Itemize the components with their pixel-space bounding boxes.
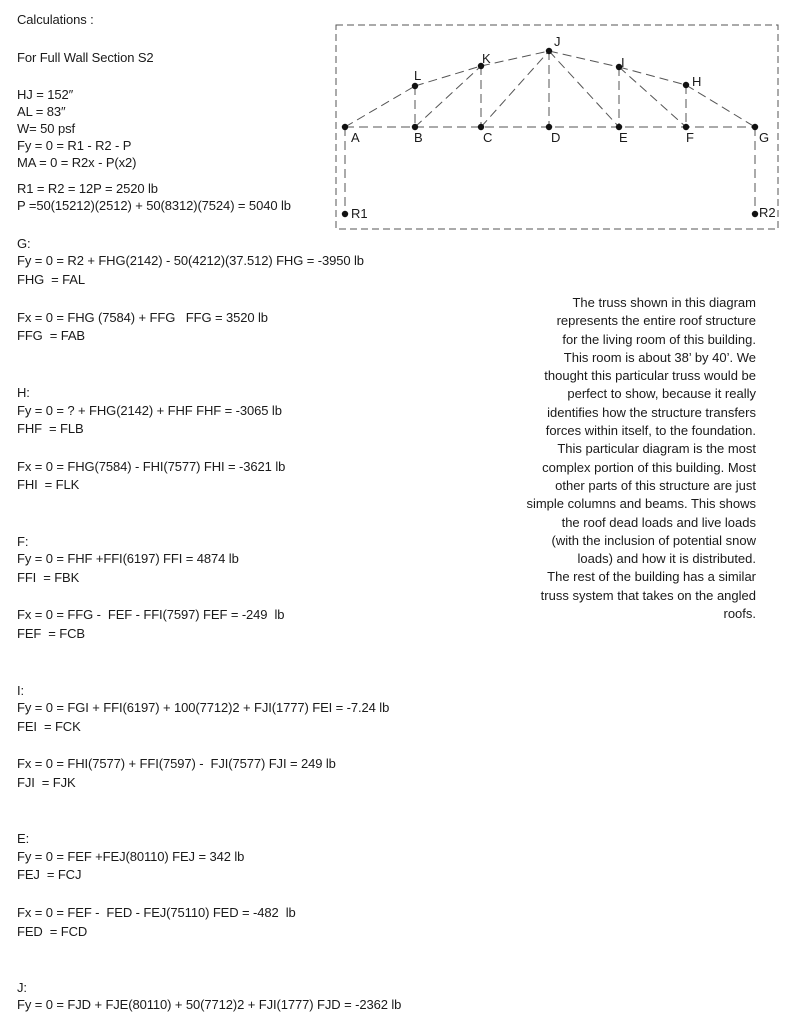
given-line: W= 50 psf <box>17 121 75 136</box>
equation-line: FEI = FCK <box>17 719 81 734</box>
calculations-heading: Calculations : <box>17 12 94 27</box>
label-k: K <box>482 51 491 66</box>
label-e: E <box>619 130 628 145</box>
description-line: identifies how the structure transfers <box>547 404 756 420</box>
description-line: forces within itself, to the foundation. <box>545 423 756 439</box>
label-f: F <box>686 130 694 145</box>
description-line: the roof dead loads and live loads <box>561 514 756 530</box>
equation-line: Fx = 0 = FFG - FEF - FFI(7597) FEF = -249 lb <box>17 607 285 622</box>
given-line: Fy = 0 = R1 - R2 - P <box>17 138 132 153</box>
equation-line: FEF = FCB <box>17 626 85 641</box>
equation-line: FED = FCD <box>17 924 88 939</box>
joint-title: F: <box>17 534 29 549</box>
section-title: For Full Wall Section S2 <box>17 50 154 65</box>
equation-line: Fy = 0 = FHF +FFI(6197) FFI = 4874 lb <box>17 551 239 566</box>
given-line: HJ = 152″ <box>17 87 74 102</box>
equation-line: Fy = 0 = R2 + FHG(2142) - 50(4212)(37.512) FHG = -3950 lb <box>17 253 364 268</box>
description-line: loads) and how it is distributed. <box>577 551 756 567</box>
node-l <box>412 83 418 89</box>
node-r1 <box>342 211 348 217</box>
label-r1: R1 <box>351 206 368 221</box>
equation-line: FEJ = FCJ <box>17 867 82 882</box>
given-line: P =50(15212)(2512) + 50(8312)(7524) = 5040 lb <box>17 198 291 213</box>
joint-title: E: <box>17 831 30 846</box>
label-j: J <box>554 34 561 49</box>
equation-line: Fy = 0 = FJD + FJE(80110) + 50(7712)2 + FJI(1777) FJD = -2362 lb <box>17 997 402 1012</box>
node-h <box>683 82 689 88</box>
label-g: G <box>759 130 770 145</box>
description-line: perfect to show, because it really <box>567 386 756 402</box>
joint-title: H: <box>17 385 30 400</box>
description-line: other parts of this structure are just <box>555 477 756 493</box>
description-line: This room is about 38’ by 40’. We <box>563 349 756 365</box>
joint-title: G: <box>17 236 31 251</box>
equation-line: Fy = 0 = FEF +FEJ(80110) FEJ = 342 lb <box>17 849 245 864</box>
equation-line: FHG = FAL <box>17 272 85 287</box>
description-line: thought this particular truss would be <box>544 368 756 384</box>
equation-line: FFI = FBK <box>17 570 80 585</box>
equation-line: Fx = 0 = FHG (7584) + FFG FFG = 3520 lb <box>17 310 268 325</box>
equation-line: Fx = 0 = FHI(7577) + FFI(7597) - FJI(7577) FJI = 249 lb <box>17 756 336 771</box>
description-line: complex portion of this building. Most <box>542 459 756 475</box>
equation-line: Fy = 0 = ? + FHG(2142) + FHF FHF = -3065 lb <box>17 403 282 418</box>
description-line: This particular diagram is the most <box>557 441 756 457</box>
description-line: The rest of the building has a similar <box>547 569 756 585</box>
description-line: (with the inclusion of potential snow <box>551 532 756 548</box>
description-line: truss system that takes on the angled <box>540 587 756 603</box>
truss-description <box>498 294 756 623</box>
description-line: for the living room of this building. <box>562 331 756 347</box>
label-a: A <box>351 130 360 145</box>
equation-line: FHF = FLB <box>17 421 84 436</box>
equation-line: FHI = FLK <box>17 477 80 492</box>
given-line: R1 = R2 = 12P = 2520 lb <box>17 181 158 196</box>
description-line: roofs. <box>723 606 756 622</box>
description-line: The truss shown in this diagram <box>572 295 756 310</box>
label-b: B <box>414 130 423 145</box>
equation-line: FJI = FJK <box>17 775 76 790</box>
description-line: simple columns and beams. This shows <box>526 496 756 512</box>
equation-line: Fx = 0 = FHG(7584) - FHI(7577) FHI = -3621 lb <box>17 459 286 474</box>
given-line: AL = 83″ <box>17 104 66 119</box>
given-line: MA = 0 = R2x - P(x2) <box>17 155 137 170</box>
label-r2: R2 <box>759 205 776 220</box>
truss-diagram <box>0 0 791 240</box>
node-j <box>546 48 552 54</box>
description-line: represents the entire roof structure <box>556 313 756 329</box>
node-a <box>342 124 348 130</box>
node-g <box>752 124 758 130</box>
label-h: H <box>692 74 702 89</box>
label-i: I <box>621 55 625 70</box>
label-d: D <box>551 130 561 145</box>
label-c: C <box>483 130 493 145</box>
equation-line: Fy = 0 = FGI + FFI(6197) + 100(7712)2 + FJI(1777) FEI = -7.24 lb <box>17 700 390 715</box>
equation-line: Fx = 0 = FEF - FED - FEJ(75110) FED = -482 lb <box>17 905 296 920</box>
joint-title: I: <box>17 683 25 698</box>
label-l: L <box>414 68 422 83</box>
equation-line: FFG = FAB <box>17 328 85 343</box>
node-r2 <box>752 211 758 217</box>
joint-title: J: <box>17 980 27 995</box>
